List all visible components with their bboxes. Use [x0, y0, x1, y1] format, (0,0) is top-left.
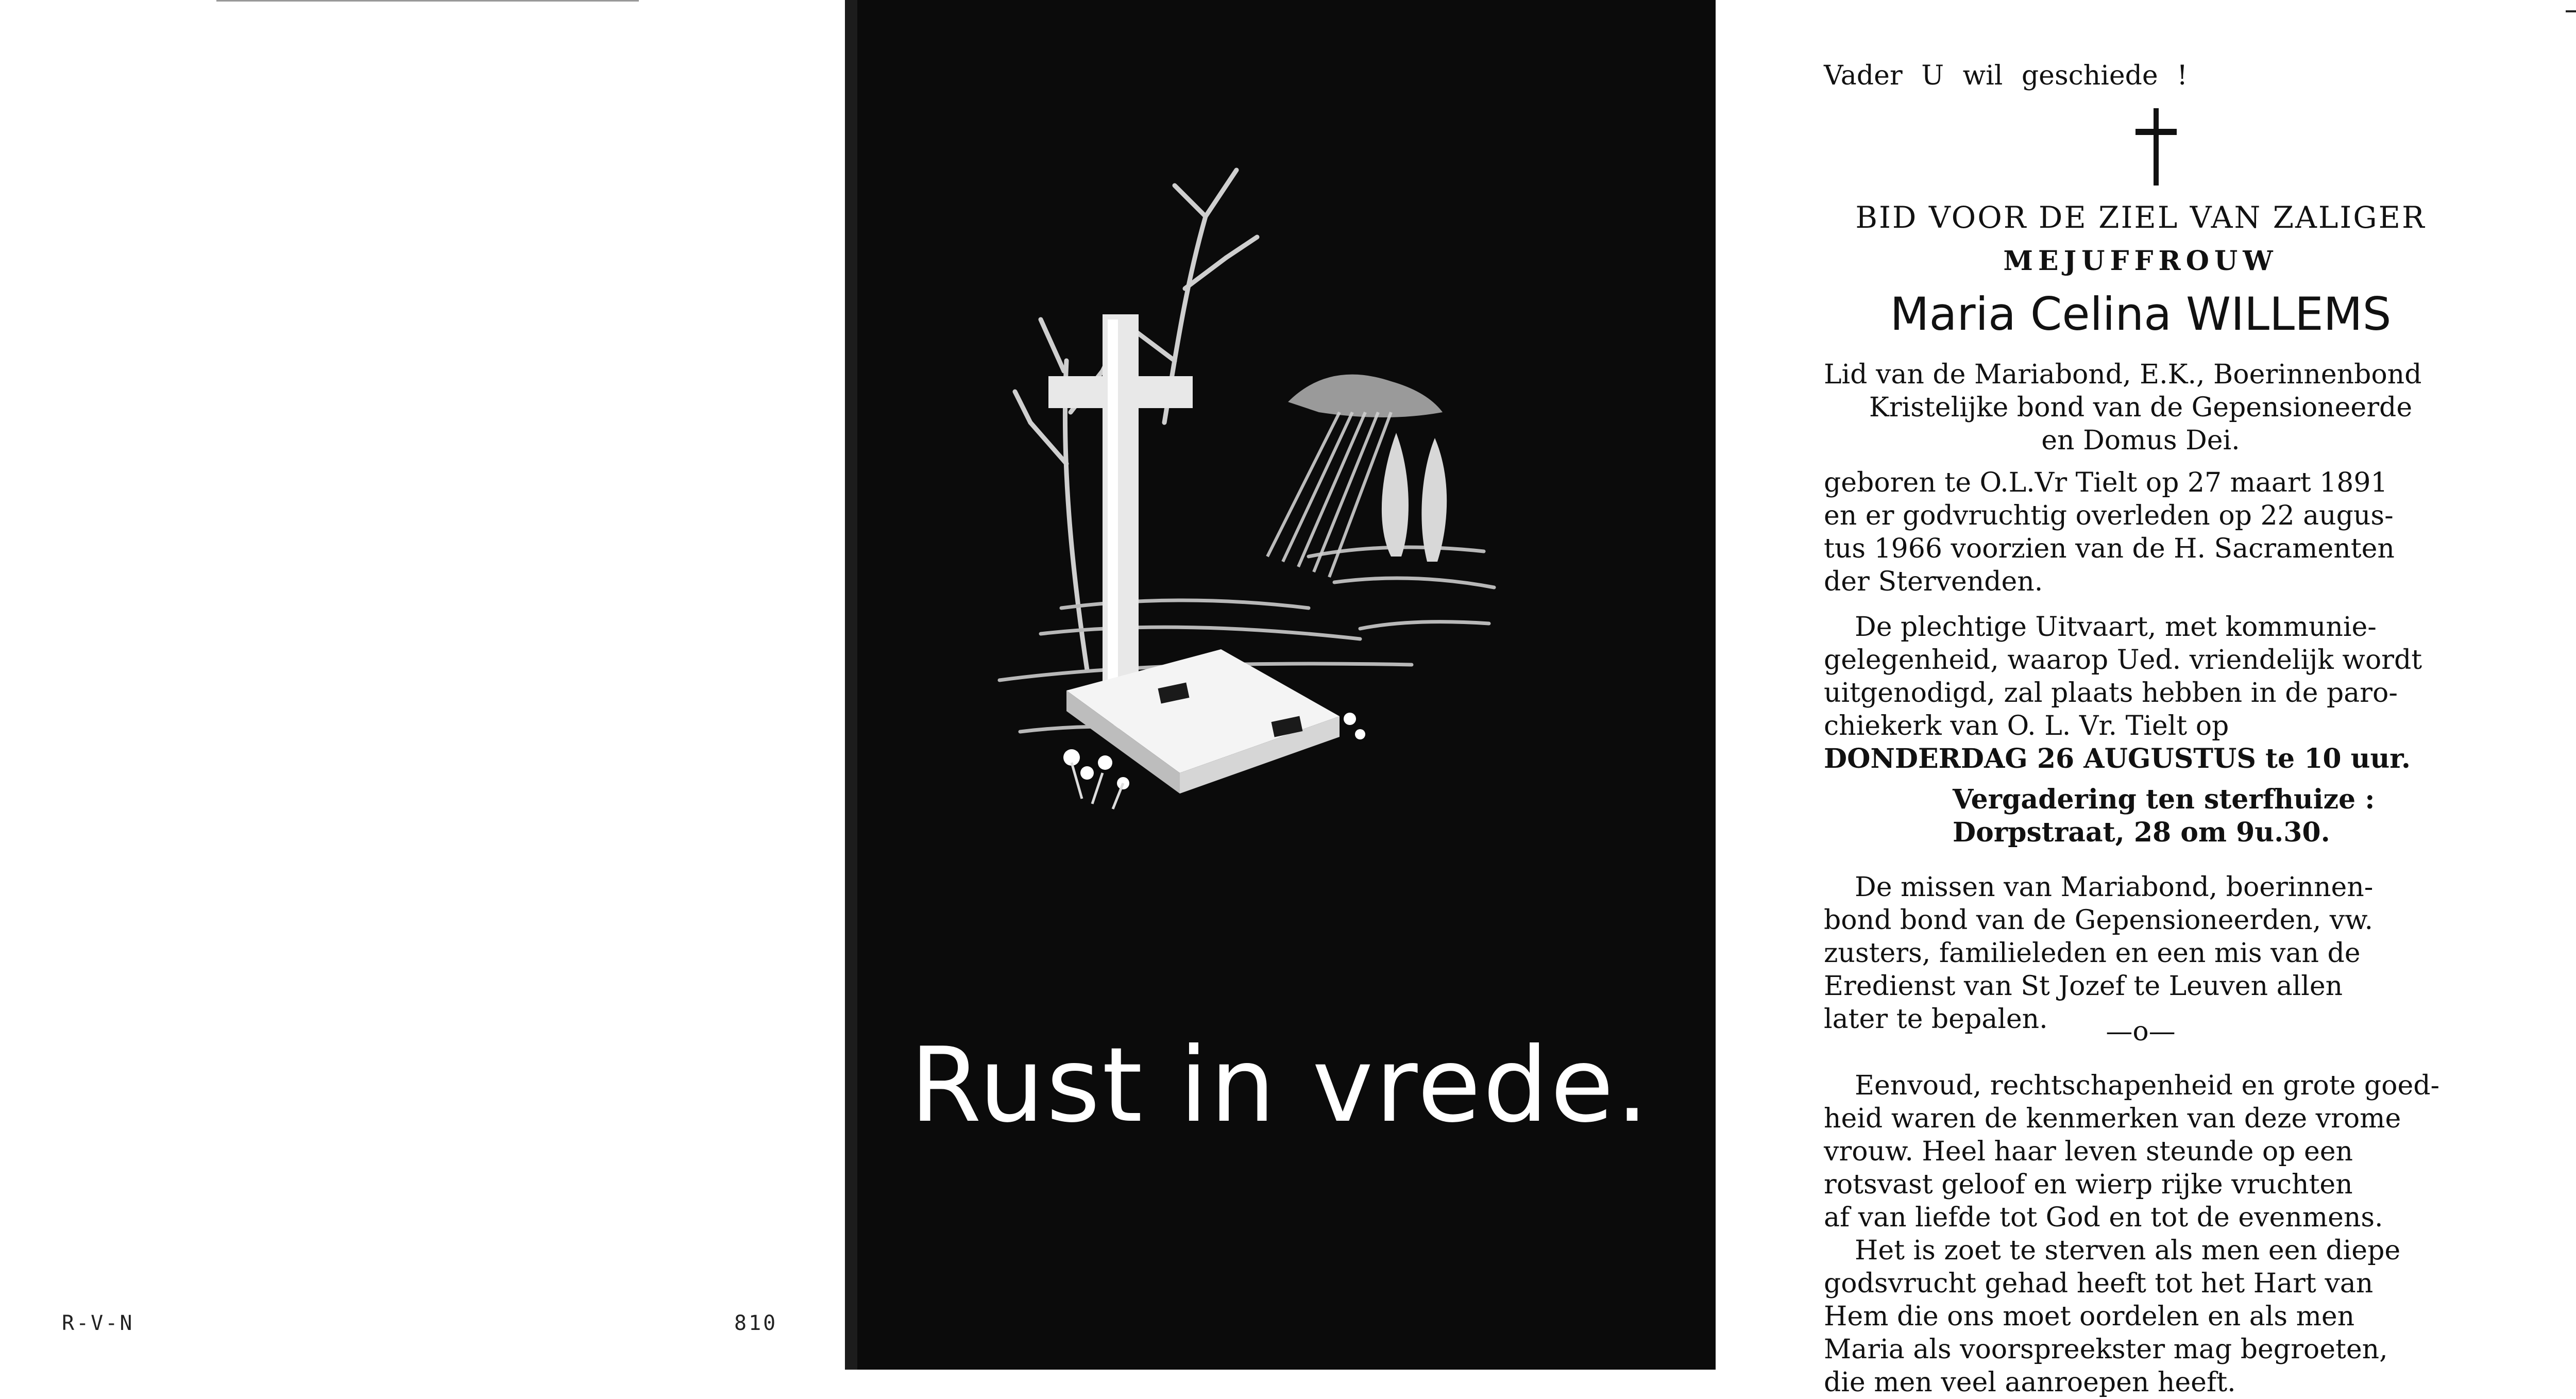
left-cover-panel [0, 0, 845, 1370]
masses-block [1824, 871, 2458, 1036]
masses-line: zusters, familieleden en een mis van de [1824, 938, 2361, 969]
cloud-icon [1288, 375, 1443, 417]
membership-line: en Domus Dei. [2041, 425, 2240, 456]
eulogy-block [1824, 1069, 2458, 1399]
funeral-block [1824, 611, 2458, 776]
membership-line: Lid van de Mariabond, E.K., Boerinnenbond [1824, 359, 2422, 390]
eulogy-line: Hem die ons moet oordelen en als men [1824, 1301, 2355, 1332]
deceased-name: Maria Celina WILLEMS [1890, 288, 2392, 341]
memberships-block [1824, 358, 2458, 457]
cover-code: R-V-N [62, 1311, 134, 1335]
birth-line: tus 1966 voorzien van de H. Sacramenten [1824, 533, 2395, 564]
eulogy-line: af van liefde tot God en tot de evenmens. [1824, 1202, 2383, 1233]
grave-cross-illustration [845, 0, 1716, 1370]
separator: —o— [2106, 1016, 2176, 1047]
eulogy-line: godsvrucht gehad heeft tot het Hart van [1824, 1268, 2374, 1299]
top-edge-line [2566, 10, 2576, 12]
eulogy-line: vrouw. Heel haar leven steunde op een [1824, 1136, 2353, 1167]
eulogy-line: Eenvoud, rechtschapenheid en grote goed- [1855, 1070, 2440, 1101]
prayer-line: Vader U wil geschiede ! [1824, 60, 2188, 91]
birth-death-block [1824, 466, 2458, 598]
funeral-line: De plechtige Uitvaart, met kommunie- [1855, 612, 2377, 643]
gathering-line: Vergadering ten sterfhuize : [1953, 784, 2375, 815]
eulogy-line: heid waren de kenmerken van deze vrome [1824, 1103, 2401, 1134]
top-edge-line [216, 0, 639, 2]
masses-line: Eredienst van St Jozef te Leuven allen [1824, 971, 2343, 1002]
eulogy-line: die men veel aanroepen heeft. [1824, 1367, 2236, 1398]
funeral-date-line: DONDERDAG 26 AUGUSTUS te 10 uur. [1824, 743, 2411, 774]
cover-number: 810 [734, 1311, 778, 1335]
birth-line: en er godvruchtig overleden op 22 augus- [1824, 500, 2394, 531]
cypress-trees-icon [1382, 433, 1447, 562]
eulogy-line: Maria als voorspreekster mag begroeten, [1824, 1334, 2388, 1365]
bid-heading: BID VOOR DE ZIEL VAN ZALIGER [1855, 200, 2426, 235]
masses-line: De missen van Mariabond, boerinnen- [1855, 872, 2374, 903]
eulogy-line: rotsvast geloof en wierp rijke vruchten [1824, 1169, 2353, 1200]
memorial-image-panel [845, 0, 1716, 1370]
birth-line: geboren te O.L.Vr Tielt op 27 maart 1891 [1824, 467, 2388, 498]
gathering-line: Dorpstraat, 28 om 9u.30. [1953, 817, 2330, 848]
masses-line: later te bepalen. [1824, 1004, 2048, 1035]
masses-line: bond bond van de Gepensioneerden, vw. [1824, 905, 2374, 936]
gathering-block [1953, 783, 2416, 849]
funeral-line: chiekerk van O. L. Vr. Tielt op [1824, 711, 2229, 741]
rest-in-peace-motto: Rust in vrede. [910, 1025, 1651, 1145]
funeral-line: gelegenheid, waarop Ued. vriendelijk wordt [1824, 645, 2422, 676]
membership-line: Kristelijke bond van de Gepensioneerde [1869, 392, 2413, 423]
back-text-panel [2566, 0, 2576, 1370]
flower-stems [1072, 763, 1123, 809]
panel-edge [845, 0, 857, 1370]
funeral-line: uitgenodigd, zal plaats hebben in de paro- [1824, 678, 2398, 709]
eulogy-line: Het is zoet te sterven als men een diepe [1855, 1235, 2401, 1266]
memorial-text-panel [1716, 0, 2566, 1398]
small-cross-icon [2133, 108, 2179, 186]
honorific: MEJUFFROUW [2003, 245, 2278, 277]
birth-line: der Stervenden. [1824, 566, 2043, 597]
